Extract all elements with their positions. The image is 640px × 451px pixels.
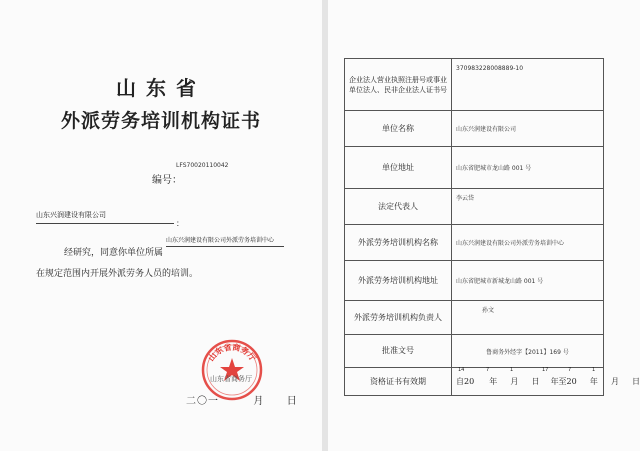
training-center-name: 山东兴润建设有限公司外派劳务培训中心 (166, 235, 284, 247)
validity-end-month: 月 (610, 377, 619, 386)
validity-period (452, 367, 640, 396)
body-line-1: 经研究，同意你单位所属 (64, 248, 164, 258)
cert-number-value: LFS70020110042 (176, 162, 229, 169)
colon: ： (176, 219, 184, 228)
row-label: 企业法人营业执照注册号或事业单位法人、民非企业法人证书号 (345, 59, 452, 111)
body-line-2: 在规定范围内开展外派劳务人员的培训。 (36, 269, 199, 279)
row-label: 单位名称 (345, 111, 452, 147)
date-day: 日 (286, 396, 298, 407)
row-value: 山东兴润建设有限公司 (452, 111, 604, 147)
seal-text: 山东省商务厅 (206, 342, 258, 364)
row-value: 孙文 (452, 301, 604, 335)
validity-small-2: 7 (486, 367, 490, 373)
row-label: 外派劳务培训机构名称 (345, 225, 452, 261)
validity-end: 年至20 (550, 377, 577, 386)
validity-small-3: 1 (510, 367, 514, 373)
row-value: 鲁商务外经字【2011】169 号 (452, 335, 604, 368)
table-row (345, 261, 604, 301)
row-value: 李云岱 (452, 189, 604, 225)
info-table (344, 58, 640, 396)
issue-date (186, 392, 298, 407)
cert-number-label: 编号： (152, 175, 182, 186)
row-label: 外派劳务培训机构负责人 (345, 301, 452, 335)
company-name: 山东兴润建设有限公司 (36, 210, 174, 224)
table-row (345, 368, 604, 396)
seal-subtext: 山东省商务厅 (210, 375, 252, 383)
title-certificate: 外派劳务培训机构证书 (60, 110, 261, 132)
table-row (345, 189, 604, 225)
validity-small-6: 1 (592, 367, 596, 373)
row-value: 370983228008889-10 (452, 59, 604, 111)
validity-end-day: 日 (632, 377, 640, 386)
row-label: 外派劳务培训机构地址 (345, 261, 452, 301)
table-row (345, 111, 604, 147)
validity-small-1: 14 (458, 367, 465, 373)
validity-small-4: 17 (542, 367, 549, 373)
title-province: 山东省 (116, 76, 206, 100)
validity-small-5: 7 (568, 367, 572, 373)
date-year: 二〇一 (186, 396, 219, 407)
table-row (345, 301, 604, 335)
row-label: 资格证书有效期 (345, 368, 452, 396)
row-value: 山东省肥城市新城龙山路 001 号 (452, 261, 604, 301)
date-month: 月 (253, 396, 265, 407)
row-label: 法定代表人 (345, 189, 452, 225)
validity-start-month: 月 (510, 377, 519, 386)
validity-start-day: 日 (531, 377, 540, 386)
table-row (345, 59, 604, 111)
row-value: 山东兴润建设有限公司外派劳务培训中心 (452, 225, 604, 261)
validity-start-year: 年 (489, 377, 498, 386)
row-value: 山东省肥城市龙山路 001 号 (452, 147, 604, 189)
row-label: 批准文号 (345, 335, 452, 368)
validity-start: 自20 (456, 377, 475, 386)
row-label: 单位地址 (345, 147, 452, 189)
table-row (345, 225, 604, 261)
table-row (345, 147, 604, 189)
validity-end-year: 年 (589, 377, 598, 386)
table-row (345, 335, 604, 368)
